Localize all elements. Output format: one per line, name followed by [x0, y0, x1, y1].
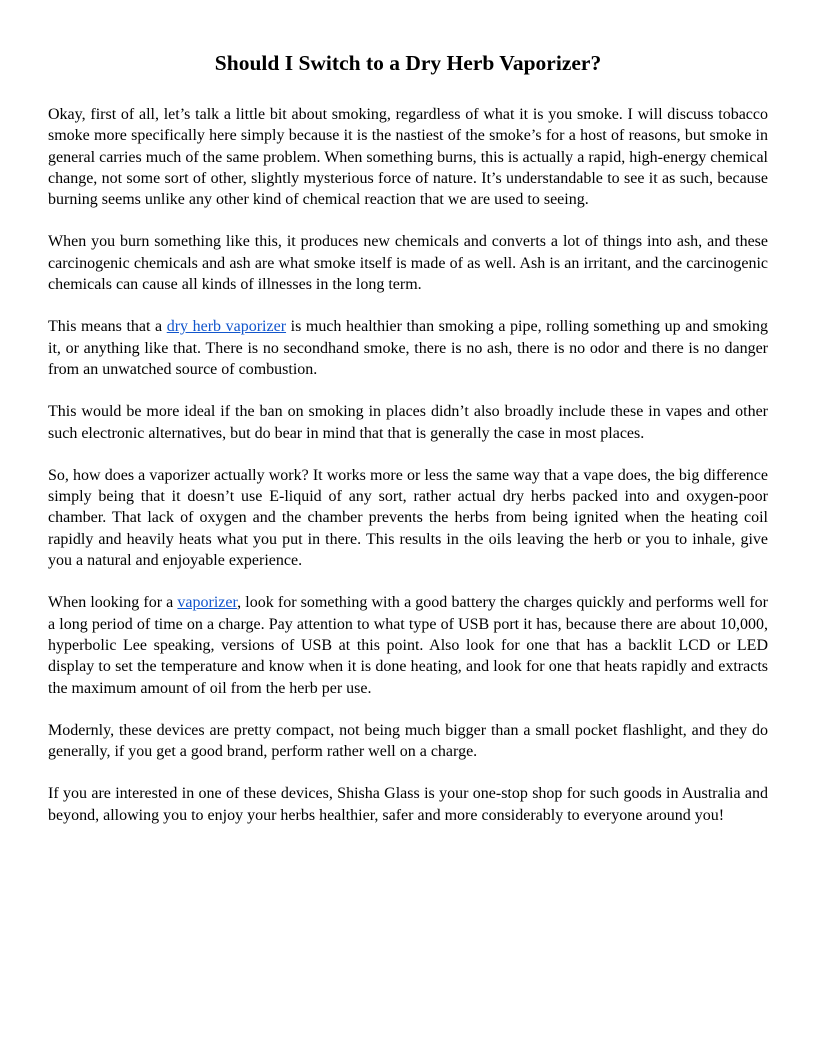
- dry-herb-vaporizer-link[interactable]: dry herb vaporizer: [166, 318, 287, 336]
- paragraph-1: Okay, first of all, let’s talk a little bit about smoking, regardless of what it is you smoke. I will discuss tobacco smoke more specifically here simply because it is the nastiest of the smoke’s for a host of reasons, but smoke in general carries much of the same problem. When something burns, this is actually a rapid, high-energy chemical change, not some sort of other, slightly mysterious force of nature. It’s understandable to see it as such, because burning seems unlike any other kind of chemical reaction that we are used to seeing.: [48, 106, 768, 209]
- paragraph-3: [48, 316, 768, 380]
- paragraph-5: So, how does a vaporizer actually work? It works more or less the same way that a vape does, the big difference simply being that it doesn’t use E-liquid of any sort, rather actual dry herbs packed into and oxygen-poor chamber. That lack of oxygen and the chamber prevents the herbs from being ignited when the heating coil rapidly and heavily heats what you put in there. This results in the oils leaving the herb or you to inhale, give you a natural and enjoyable experience.: [48, 466, 768, 570]
- paragraph-3-text-after: is much healthier than smoking a pipe, rolling something up and smoking it, or anything like that. There is no secondhand smoke, there is no ash, there is no odor and there is no danger from an unwatched source of combustion.: [48, 318, 769, 378]
- paragraph-8: If you are interested in one of these devices, Shisha Glass is your one-stop shop for such goods in Australia and beyond, allowing you to enjoy your herbs healthier, safer and more considerably to everyone around you!: [48, 785, 768, 824]
- paragraph-4: This would be more ideal if the ban on smoking in places didn’t also broadly include these in vapes and other such electronic alternatives, but do bear in mind that that is generally the case in most places.: [48, 403, 768, 442]
- vaporizer-link[interactable]: vaporizer: [177, 594, 238, 612]
- paragraph-6-text-before: When looking for a: [48, 594, 178, 612]
- paragraph-7: Modernly, these devices are pretty compact, not being much bigger than a small pocket flashlight, and they do generally, if you get a good brand, perform rather well on a charge.: [48, 721, 768, 761]
- paragraph-6-text-after: , look for something with a good battery the charges quickly and performs well for a long period of time on a charge. Pay attention to what type of USB port it has, because there are about 10,000, hyperbolic Lee speaking, versions of USB at this point. Also look for one that has a backlit LCD or LED display to set the temperature and know when it is done heating, and look for one that heats rapidly and extracts the maximum amount of oil from the herb per use.: [48, 594, 768, 697]
- paragraph-3-text-before: This means that a: [48, 318, 167, 336]
- paragraph-6: [48, 592, 768, 698]
- page-title: Should I Switch to a Dry Herb Vaporizer?: [214, 51, 602, 75]
- paragraph-2: When you burn something like this, it produces new chemicals and converts a lot of things into ash, and these carcinogenic chemicals and ash are what smoke itself is made of as well. Ash is an irritant, and the carcinogenic chemicals can cause all kinds of illnesses in the long term.: [48, 233, 768, 294]
